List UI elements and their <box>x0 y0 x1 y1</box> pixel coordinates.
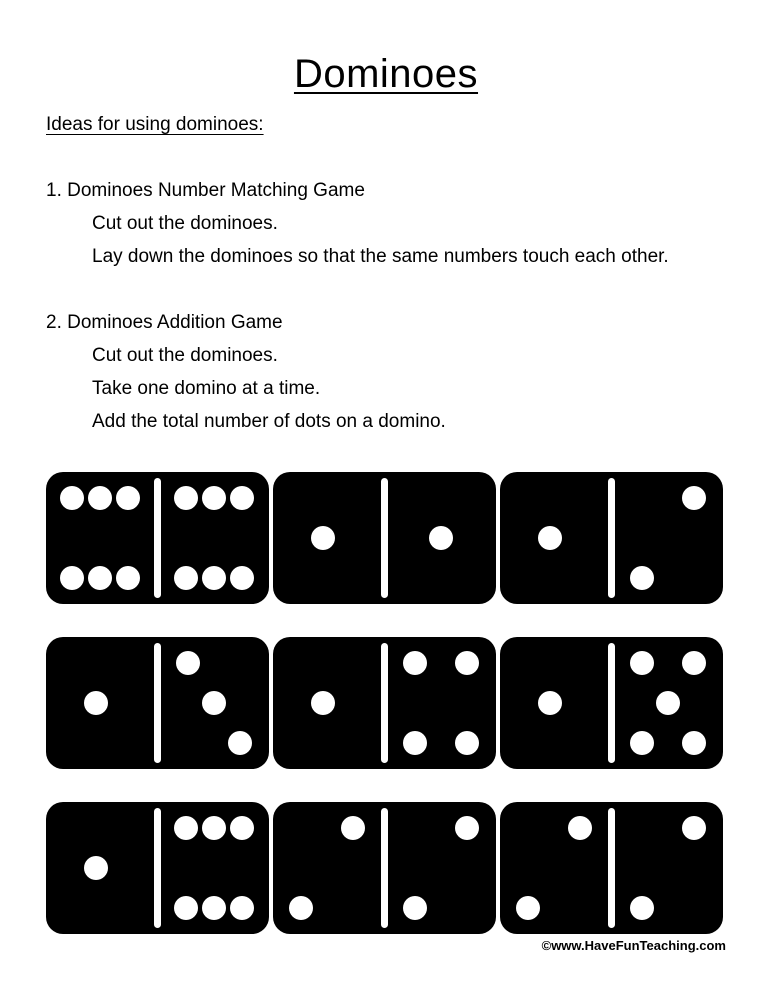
domino-dot <box>88 566 112 590</box>
domino-dot <box>630 566 654 590</box>
domino-dot <box>174 816 198 840</box>
domino-dot <box>455 731 479 755</box>
domino-dot <box>202 486 226 510</box>
domino-dot <box>630 731 654 755</box>
domino-3 <box>500 472 723 604</box>
domino-8 <box>273 802 496 934</box>
domino-dot <box>403 731 427 755</box>
domino-dot <box>311 526 335 550</box>
domino-dot <box>174 486 198 510</box>
domino-dot <box>682 486 706 510</box>
domino-dot <box>682 731 706 755</box>
domino-dot <box>656 691 680 715</box>
domino-divider <box>381 478 388 598</box>
ideas-heading: Ideas for using dominoes: <box>46 114 264 135</box>
domino-dot <box>84 856 108 880</box>
domino-dot <box>202 691 226 715</box>
domino-divider <box>154 643 161 763</box>
section2-step-2: Take one domino at a time. <box>92 378 321 399</box>
domino-4 <box>46 637 269 769</box>
domino-9 <box>500 802 723 934</box>
domino-dot <box>202 566 226 590</box>
domino-dot <box>516 896 540 920</box>
domino-7 <box>46 802 269 934</box>
domino-dot <box>88 486 112 510</box>
domino-dot <box>176 651 200 675</box>
domino-1 <box>46 472 269 604</box>
domino-dot <box>341 816 365 840</box>
domino-dot <box>403 896 427 920</box>
domino-6 <box>500 637 723 769</box>
domino-dot <box>455 816 479 840</box>
domino-dot <box>682 651 706 675</box>
section2-title: 2. Dominoes Addition Game <box>46 312 283 333</box>
domino-dot <box>538 691 562 715</box>
domino-dot <box>630 651 654 675</box>
domino-dot <box>311 691 335 715</box>
domino-dot <box>60 486 84 510</box>
domino-dot <box>174 566 198 590</box>
domino-dot <box>230 896 254 920</box>
domino-5 <box>273 637 496 769</box>
domino-dot <box>228 731 252 755</box>
section1-step-2: Lay down the dominoes so that the same numbers touch each other. <box>92 246 669 267</box>
domino-divider <box>381 808 388 928</box>
section2-step-1: Cut out the dominoes. <box>92 345 278 366</box>
domino-dot <box>84 691 108 715</box>
domino-dot <box>230 486 254 510</box>
section1-title: 1. Dominoes Number Matching Game <box>46 180 365 201</box>
page-title-text: Dominoes <box>293 52 479 96</box>
domino-dot <box>174 896 198 920</box>
domino-dot <box>455 651 479 675</box>
domino-dot <box>230 566 254 590</box>
domino-divider <box>608 808 615 928</box>
domino-dot <box>538 526 562 550</box>
domino-dot <box>403 651 427 675</box>
domino-dot <box>630 896 654 920</box>
domino-divider <box>381 643 388 763</box>
domino-divider <box>154 478 161 598</box>
domino-dot <box>60 566 84 590</box>
domino-dot <box>116 486 140 510</box>
domino-dot <box>202 816 226 840</box>
domino-dot <box>289 896 313 920</box>
domino-2 <box>273 472 496 604</box>
domino-divider <box>154 808 161 928</box>
copyright-footer: ©www.HaveFunTeaching.com <box>541 938 726 953</box>
domino-dot <box>116 566 140 590</box>
section1-step-1: Cut out the dominoes. <box>92 213 278 234</box>
domino-dot <box>682 816 706 840</box>
domino-divider <box>608 643 615 763</box>
domino-dot <box>202 896 226 920</box>
domino-dot <box>568 816 592 840</box>
section2-step-3: Add the total number of dots on a domino. <box>92 411 446 432</box>
domino-dot <box>230 816 254 840</box>
domino-dot <box>429 526 453 550</box>
domino-divider <box>608 478 615 598</box>
